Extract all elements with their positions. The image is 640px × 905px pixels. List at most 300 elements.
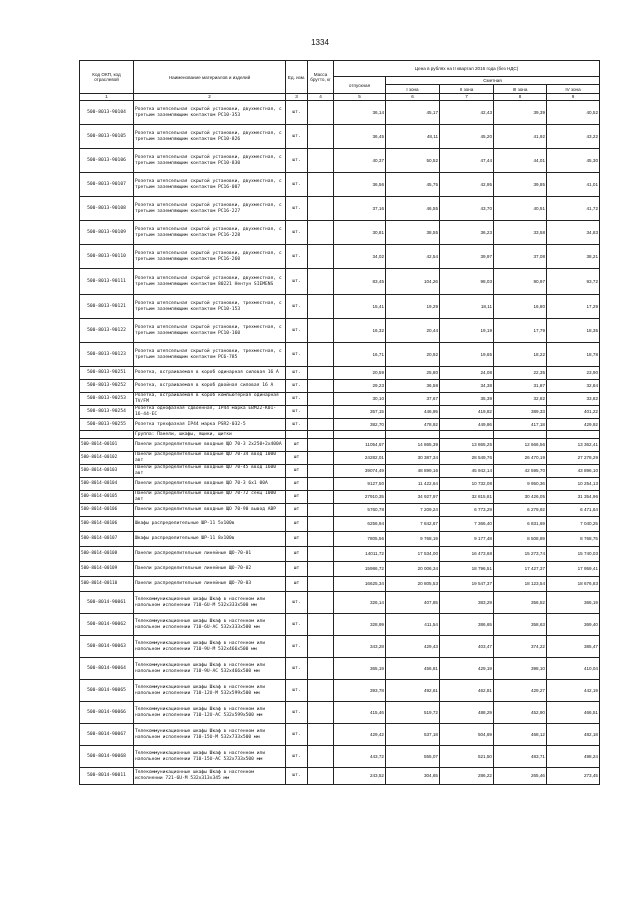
price-zone2 <box>440 431 494 439</box>
price-zone1: 519,72 <box>386 702 440 724</box>
price-zone2: 19,65 <box>440 343 494 367</box>
table-row <box>80 125 600 149</box>
price-otpusk: 9127,50 <box>334 478 386 491</box>
price-zone3: 6 831,69 <box>494 517 547 532</box>
row-name: Розетка штепсельная скрытой установки, двухместная, с третьим заземляющим контактом РС10-353 <box>134 101 286 125</box>
table-row <box>80 614 600 636</box>
row-unit: шт. <box>286 406 308 419</box>
row-mass <box>308 491 334 504</box>
row-mass <box>308 149 334 173</box>
price-zone4: 31 354,96 <box>547 491 600 504</box>
price-zone2: 34,38 <box>440 380 494 393</box>
row-unit: шт. <box>286 702 308 724</box>
row-name: Розетка штепсельная скрытой установки, двухместная, с третьим заземляющим контактом РС10-826 <box>134 125 286 149</box>
column-number: 4 <box>308 94 334 101</box>
column-numbers-row <box>80 94 600 101</box>
row-name: Панели распределительные вводные ЩО 70-34 ввод 1000 авт <box>134 452 286 465</box>
price-otpusk: 24282,01 <box>334 452 386 465</box>
header-zone1: I зона <box>386 85 440 94</box>
price-zone3: 26 470,19 <box>494 452 547 465</box>
price-zone2: 383,29 <box>440 592 494 614</box>
row-code: 500-8013-90104 <box>80 101 134 125</box>
price-zone1: 104,26 <box>386 269 440 295</box>
table-row <box>80 393 600 406</box>
price-zone3: 40,51 <box>494 197 547 221</box>
row-unit: шт. <box>286 173 308 197</box>
row-code: 500-8014-90068 <box>80 746 134 768</box>
price-zone2: 42,43 <box>440 101 494 125</box>
row-name: Телекоммуникационные шкафы Шкаф в настенном или напольном исполнении 710-12U-M 532х599х500 мм <box>134 680 286 702</box>
row-code: 500-8014-00106 <box>80 504 134 517</box>
price-zone1: 537,18 <box>386 724 440 746</box>
price-zone2: 47,44 <box>440 149 494 173</box>
price-otpusk: 36,14 <box>334 101 386 125</box>
price-zone2: 24,08 <box>440 367 494 380</box>
table-body <box>80 101 600 785</box>
row-mass <box>308 614 334 636</box>
price-zone4: 7 040,25 <box>547 517 600 532</box>
row-mass <box>308 532 334 547</box>
row-unit: шт <box>286 547 308 562</box>
row-mass <box>308 768 334 785</box>
row-code: 500-8013-90123 <box>80 343 134 367</box>
row-name: Телекоммуникационные шкафы Шкаф в настенном исполнении 721-6U-M 532х313х345 мм <box>134 768 286 785</box>
price-otpusk: 7805,56 <box>334 532 386 547</box>
table-row <box>80 532 600 547</box>
row-name: Розетка штепсельная скрытой установки, двухместная, с третьим заземляющим контактом РС10-830 <box>134 149 286 173</box>
row-code: 500-8014-90062 <box>80 614 134 636</box>
price-zone2: 36,23 <box>440 221 494 245</box>
row-code: 500-8014-00110 <box>80 577 134 592</box>
price-zone1: 20,92 <box>386 343 440 367</box>
row-code <box>80 431 134 439</box>
column-number: 6 <box>386 94 440 101</box>
row-name: Розетка штепсельная скрытой установки, двухместная, с третьим заземляющим контактом РС16-228 <box>134 221 286 245</box>
price-zone1: 20,44 <box>386 319 440 343</box>
row-unit: шт <box>286 562 308 577</box>
row-mass <box>308 269 334 295</box>
row-name: Шкафы распределительные ШР-11 8х100в <box>134 532 286 547</box>
row-code: 500-8014-00108 <box>80 547 134 562</box>
price-zone3: 39,85 <box>494 173 547 197</box>
price-zone2: 18,11 <box>440 295 494 319</box>
row-name: Розетка штепсельная скрытой установки, трехместная, с третьим заземляющим контактом РС10-160 <box>134 319 286 343</box>
price-zone1: 48,11 <box>386 125 440 149</box>
price-zone2: 386,65 <box>440 614 494 636</box>
row-mass <box>308 452 334 465</box>
price-zone2: 419,82 <box>440 406 494 419</box>
row-code: 500-8014-00105 <box>80 491 134 504</box>
row-name: Телекоммуникационные шкафы Шкаф в настенном или напольном исполнении 710-9U-M 532х466х500 мм <box>134 636 286 658</box>
row-mass <box>308 406 334 419</box>
price-zone1: 37,67 <box>386 393 440 406</box>
price-otpusk: 36,56 <box>334 173 386 197</box>
price-zone2: 449,86 <box>440 419 494 431</box>
row-name: Розетка штепсельная скрытой установки, двухместная, с третьим заземляющим контактом РС16-260 <box>134 245 286 269</box>
price-zone2: 19 547,37 <box>440 577 494 592</box>
price-otpusk: 11054,67 <box>334 439 386 452</box>
price-zone2: 286,22 <box>440 768 494 785</box>
price-zone1: 25,80 <box>386 367 440 380</box>
header-otpusk: отпускная <box>334 77 386 94</box>
price-zone4: 385,47 <box>547 636 600 658</box>
price-zone2: 19,19 <box>440 319 494 343</box>
row-unit: шт. <box>286 393 308 406</box>
row-unit: шт. <box>286 319 308 343</box>
price-zone3: 22,35 <box>494 367 547 380</box>
price-zone1: 50,52 <box>386 149 440 173</box>
price-otpusk: 34,02 <box>334 245 386 269</box>
table-row <box>80 367 600 380</box>
price-zone1: 17 534,00 <box>386 547 440 562</box>
price-zone2: 39,97 <box>440 245 494 269</box>
price-zone2: 98,03 <box>440 269 494 295</box>
price-otpusk <box>334 431 386 439</box>
row-mass <box>308 577 334 592</box>
price-zone2: 45,20 <box>440 125 494 149</box>
price-zone4: 273,45 <box>547 768 600 785</box>
table-row <box>80 269 600 295</box>
price-zone3: 358,63 <box>494 614 547 636</box>
price-zone1: 456,81 <box>386 658 440 680</box>
row-name: Панели распределительные вводные ЩО 70-90 вывод АВР <box>134 504 286 517</box>
row-code: 500-8013-90107 <box>80 173 134 197</box>
row-name: Панели распределительные линейные ЩО-70-02 <box>134 562 286 577</box>
price-zone1 <box>386 431 440 439</box>
header-smetnaya: Сметная <box>386 77 600 85</box>
price-zone4: 6 471,64 <box>547 504 600 517</box>
price-zone1: 9 768,19 <box>386 532 440 547</box>
price-zone4: 18,78 <box>547 343 600 367</box>
row-mass <box>308 319 334 343</box>
price-zone4: 369,40 <box>547 614 600 636</box>
price-zone3: 389,33 <box>494 406 547 419</box>
row-name: Розетка штепсельная скрытой установки, трехместная, с третьим заземляющим контактом РС6-785 <box>134 343 286 367</box>
price-zone4 <box>547 431 600 439</box>
row-name: Панели распределительные вводные ЩО 70-45 ввод 1600 авт <box>134 465 286 478</box>
table-row <box>80 419 600 431</box>
row-unit: шт <box>286 452 308 465</box>
price-zone2: 28 549,76 <box>440 452 494 465</box>
row-name: Розетка, встраиваемая в короб одинарная силовая 16 А <box>134 367 286 380</box>
price-zone3: 37,08 <box>494 245 547 269</box>
row-unit: шт. <box>286 636 308 658</box>
price-zone1: 492,61 <box>386 680 440 702</box>
price-otpusk: 429,42 <box>334 724 386 746</box>
price-otpusk: 16,71 <box>334 343 386 367</box>
price-otpusk: 36,45 <box>334 125 386 149</box>
table-row <box>80 636 600 658</box>
price-zone4: 23,90 <box>547 367 600 380</box>
price-zone3: 9 950,36 <box>494 478 547 491</box>
row-code: 500-8013-90106 <box>80 149 134 173</box>
row-mass <box>308 478 334 491</box>
column-number: 5 <box>334 94 386 101</box>
row-code: 500-8013-90111 <box>80 269 134 295</box>
header-name: Наименование материалов и изделий <box>134 61 286 94</box>
column-number: 3 <box>286 94 308 101</box>
price-zone4: 442,19 <box>547 680 600 702</box>
row-unit: шт. <box>286 614 308 636</box>
price-zone1: 34 927,97 <box>386 491 440 504</box>
price-table <box>79 60 600 785</box>
row-mass <box>308 101 334 125</box>
row-code: 500-8014-00104 <box>80 478 134 491</box>
price-zone4: 410,04 <box>547 658 600 680</box>
row-code: 500-8013-90253 <box>80 393 134 406</box>
row-unit: шт. <box>286 746 308 768</box>
price-zone2: 18 796,51 <box>440 562 494 577</box>
price-zone3: 356,52 <box>494 592 547 614</box>
price-zone4: 34,83 <box>547 221 600 245</box>
price-zone1: 14 865,39 <box>386 439 440 452</box>
price-otpusk: 39074,49 <box>334 465 386 478</box>
price-zone1: 42,54 <box>386 245 440 269</box>
price-zone2: 504,69 <box>440 724 494 746</box>
price-zone3: 429,27 <box>494 680 547 702</box>
price-zone3: 18,22 <box>494 343 547 367</box>
price-zone4: 13 362,41 <box>547 439 600 452</box>
row-mass <box>308 431 334 439</box>
price-zone2: 10 732,08 <box>440 478 494 491</box>
row-name: Телекоммуникационные шкафы Шкаф в настенном или напольном исполнении 710-6U-M 532х333х500 мм <box>134 592 286 614</box>
row-name: Розетка, встраиваемая в короб компьютерная одинарная TV/FM <box>134 393 286 406</box>
group-row <box>80 431 600 439</box>
price-otpusk: 27910,35 <box>334 491 386 504</box>
price-zone2: 403,47 <box>440 636 494 658</box>
table-row <box>80 452 600 465</box>
price-zone1: 7 209,24 <box>386 504 440 517</box>
row-unit: шт. <box>286 419 308 431</box>
row-unit: шт. <box>286 245 308 269</box>
table-row <box>80 658 600 680</box>
price-otpusk: 382,70 <box>334 419 386 431</box>
price-zone4: 15 740,03 <box>547 547 600 562</box>
price-zone3: 374,22 <box>494 636 547 658</box>
column-number: 2 <box>134 94 286 101</box>
price-otpusk: 328,99 <box>334 614 386 636</box>
table-row <box>80 724 600 746</box>
row-mass <box>308 658 334 680</box>
price-zone1: 478,92 <box>386 419 440 431</box>
row-unit: шт <box>286 517 308 532</box>
price-otpusk: 15,41 <box>334 295 386 319</box>
header-mass: Масса брутто, кг <box>308 61 334 94</box>
price-zone2: 521,50 <box>440 746 494 768</box>
price-zone3: 18 123,54 <box>494 577 547 592</box>
row-name: Телекоммуникационные шкафы Шкаф в настенном или напольном исполнении 710-15U-AC 532х733х500 мм <box>134 746 286 768</box>
row-code: 500-8014-00107 <box>80 532 134 547</box>
row-mass <box>308 547 334 562</box>
row-mass <box>308 562 334 577</box>
row-unit: шт. <box>286 295 308 319</box>
price-zone3: 265,46 <box>494 768 547 785</box>
price-zone3: 17 427,37 <box>494 562 547 577</box>
price-otpusk: 15986,72 <box>334 562 386 577</box>
row-code: 500-8014-00103 <box>80 465 134 478</box>
price-otpusk: 343,28 <box>334 636 386 658</box>
row-unit: шт <box>286 465 308 478</box>
price-otpusk: 415,46 <box>334 702 386 724</box>
row-name: Панели распределительные вводные ЩО 70-3 6х1 00А <box>134 478 286 491</box>
price-zone2: 42,95 <box>440 173 494 197</box>
row-code: 500-8013-90254 <box>80 406 134 419</box>
price-zone3: 468,12 <box>494 724 547 746</box>
row-name: Телекоммуникационные шкафы Шкаф в настенном или напольном исполнении 710-9U-AC 532х466х500 мм <box>134 658 286 680</box>
row-name: Группа: Панели, шкафы, ящики, щитки <box>134 431 286 439</box>
row-mass <box>308 465 334 478</box>
row-unit: шт. <box>286 343 308 367</box>
row-mass <box>308 343 334 367</box>
row-code: 500-8013-90109 <box>80 221 134 245</box>
row-name: Шкафы распределительные ШР-11 5х100в <box>134 517 286 532</box>
price-zone2: 43,70 <box>440 197 494 221</box>
price-zone3: 16,80 <box>494 295 547 319</box>
price-zone3: 30 426,05 <box>494 491 547 504</box>
price-zone4: 41,72 <box>547 197 600 221</box>
table-row <box>80 197 600 221</box>
row-name: Розетка штепсельная скрытой установки, трехместная, с третьим заземляющим контактом РС10-153 <box>134 295 286 319</box>
price-zone1: 38,55 <box>386 221 440 245</box>
price-otpusk: 393,78 <box>334 680 386 702</box>
price-zone2: 9 177,48 <box>440 532 494 547</box>
table-row <box>80 768 600 785</box>
price-zone2: 462,81 <box>440 680 494 702</box>
price-zone4: 18 676,83 <box>547 577 600 592</box>
price-otpusk: 357,15 <box>334 406 386 419</box>
price-zone3: 12 666,56 <box>494 439 547 452</box>
row-name: Панели распределительные вводные ЩО 70-72 секц 1000 авт <box>134 491 286 504</box>
price-zone1: 20 805,53 <box>386 577 440 592</box>
price-zone2: 429,19 <box>440 658 494 680</box>
price-zone1: 407,85 <box>386 592 440 614</box>
price-zone4: 366,19 <box>547 592 600 614</box>
table-row <box>80 478 600 491</box>
price-zone2: 6 773,29 <box>440 504 494 517</box>
table-row <box>80 319 600 343</box>
row-unit: шт <box>286 577 308 592</box>
price-otpusk: 30,10 <box>334 393 386 406</box>
row-code: 500-8014-90067 <box>80 724 134 746</box>
row-mass <box>308 393 334 406</box>
row-code: 500-8014-90066 <box>80 702 134 724</box>
price-zone3: 41,92 <box>494 125 547 149</box>
price-zone1: 46,55 <box>386 197 440 221</box>
price-otpusk: 20,59 <box>334 367 386 380</box>
row-unit: шт. <box>286 197 308 221</box>
price-otpusk: 326,14 <box>334 592 386 614</box>
row-code: 500-8014-00106 <box>80 517 134 532</box>
row-name: Розетка штепсельная скрытой установки, двухместная, с третьим заземляющим контактом 80221 Heнтyн SIEMENS <box>134 269 286 295</box>
table-row <box>80 439 600 452</box>
row-mass <box>308 221 334 245</box>
price-zone3: 8 508,89 <box>494 532 547 547</box>
row-unit <box>286 431 308 439</box>
table-row <box>80 504 600 517</box>
table-row <box>80 680 600 702</box>
price-zone4: 45,30 <box>547 149 600 173</box>
price-zone4: 93,72 <box>547 269 600 295</box>
price-zone4: 482,18 <box>547 724 600 746</box>
row-unit: шт. <box>286 680 308 702</box>
price-zone3: 483,71 <box>494 746 547 768</box>
row-mass <box>308 245 334 269</box>
price-zone3: 417,18 <box>494 419 547 431</box>
row-mass <box>308 419 334 431</box>
row-name: Розетка, встраиваемая в короб двойная силовая 16 А <box>134 380 286 393</box>
row-code: 500-8014-00101 <box>80 439 134 452</box>
price-zone4: 17,29 <box>547 295 600 319</box>
row-mass <box>308 295 334 319</box>
price-zone1: 446,95 <box>386 406 440 419</box>
table-row <box>80 702 600 724</box>
price-otpusk: 83,45 <box>334 269 386 295</box>
price-otpusk: 30,81 <box>334 221 386 245</box>
header-zone2: II зона <box>440 85 494 94</box>
row-unit: шт <box>286 439 308 452</box>
table-row <box>80 517 600 532</box>
price-zone4: 18,35 <box>547 319 600 343</box>
price-otpusk: 243,52 <box>334 768 386 785</box>
table-row <box>80 245 600 269</box>
price-zone3: 33,58 <box>494 221 547 245</box>
table-row <box>80 746 600 768</box>
row-mass <box>308 680 334 702</box>
row-code: 500-8014-90011 <box>80 768 134 785</box>
row-unit: шт <box>286 491 308 504</box>
header-zone3: III зона <box>494 85 547 94</box>
row-name: Панели распределительные линейные ЩО-70-01 <box>134 547 286 562</box>
price-zone2: 488,29 <box>440 702 494 724</box>
row-mass <box>308 746 334 768</box>
row-unit: шт. <box>286 380 308 393</box>
row-code: 500-8014-90061 <box>80 592 134 614</box>
price-zone3: 15 273,74 <box>494 547 547 562</box>
price-zone4: 498,24 <box>547 746 600 768</box>
price-zone1: 30 387,34 <box>386 452 440 465</box>
row-unit: шт. <box>286 269 308 295</box>
price-zone1: 19,29 <box>386 295 440 319</box>
price-otpusk: 443,72 <box>334 746 386 768</box>
row-mass <box>308 125 334 149</box>
price-otpusk: 37,16 <box>334 197 386 221</box>
price-zone3: 42 595,70 <box>494 465 547 478</box>
row-name: Телекоммуникационные шкафы Шкаф в настенном или напольном исполнении 710-12U-AC 532х599х500 мм <box>134 702 286 724</box>
price-zone1: 555,07 <box>386 746 440 768</box>
row-code: 500-8013-90108 <box>80 197 134 221</box>
row-mass <box>308 592 334 614</box>
price-zone4: 43 896,10 <box>547 465 600 478</box>
price-zone1: 20 006,34 <box>386 562 440 577</box>
price-zone1: 429,43 <box>386 636 440 658</box>
row-mass <box>308 367 334 380</box>
price-zone2: 7 366,40 <box>440 517 494 532</box>
price-zone3: 31,87 <box>494 380 547 393</box>
row-name: Телекоммуникационные шкафы Шкаф в настенном или напольном исполнении 710-15U-M 532х733х500 мм <box>134 724 286 746</box>
row-unit: шт. <box>286 658 308 680</box>
price-zone2: 32 815,81 <box>440 491 494 504</box>
price-zone1: 48 899,16 <box>386 465 440 478</box>
row-mass <box>308 439 334 452</box>
row-code: 500-8014-90065 <box>80 680 134 702</box>
row-mass <box>308 380 334 393</box>
table-row <box>80 380 600 393</box>
price-zone3: 39,39 <box>494 101 547 125</box>
row-code: 500-8013-90105 <box>80 125 134 149</box>
table-row <box>80 343 600 367</box>
price-zone3: 44,01 <box>494 149 547 173</box>
price-zone3: 17,79 <box>494 319 547 343</box>
